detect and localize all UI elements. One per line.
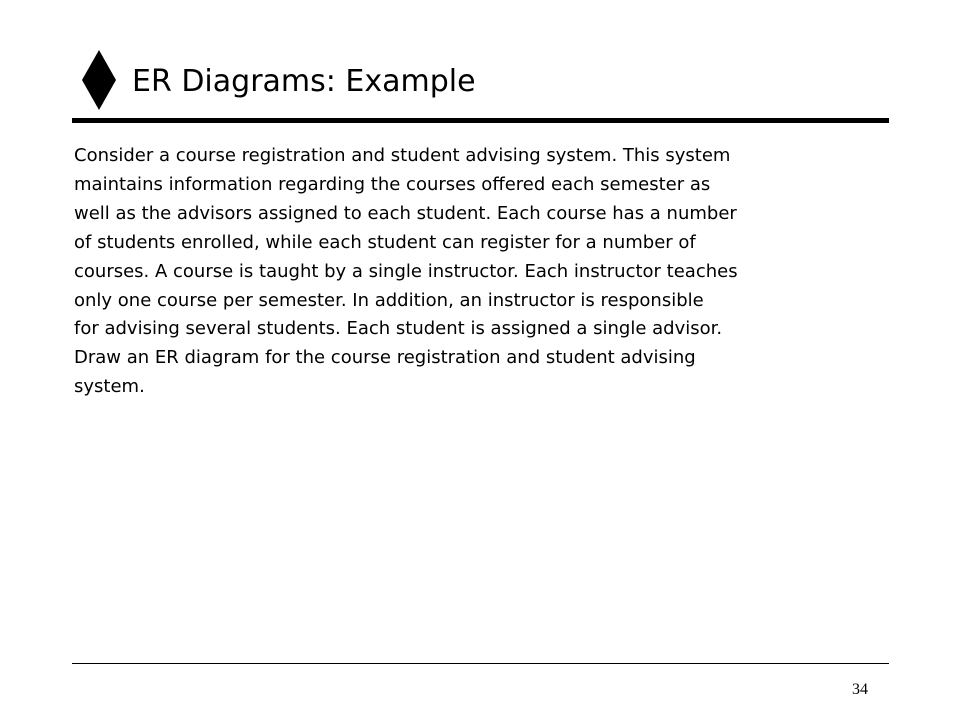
diamond-bullet-icon xyxy=(82,50,116,110)
slide-title: ER Diagrams: Example xyxy=(132,64,476,99)
footer-divider xyxy=(72,663,889,664)
page-number: 34 xyxy=(852,681,868,698)
title-divider xyxy=(72,118,889,123)
slide-body-text: Consider a course registration and student advising system. This system maintains information regarding the courses offered each semester as well as the advisors assigned to each student. Each course has a number of students enrolled, while each student can register for a number of courses. A course is taught by a single instructor. Each instructor teaches only one course per semester. In addition, an instructor is responsible for advising several students. Each student is assigned a single advisor. Draw an ER diagram for the course registration and student advising system. xyxy=(74,145,738,398)
